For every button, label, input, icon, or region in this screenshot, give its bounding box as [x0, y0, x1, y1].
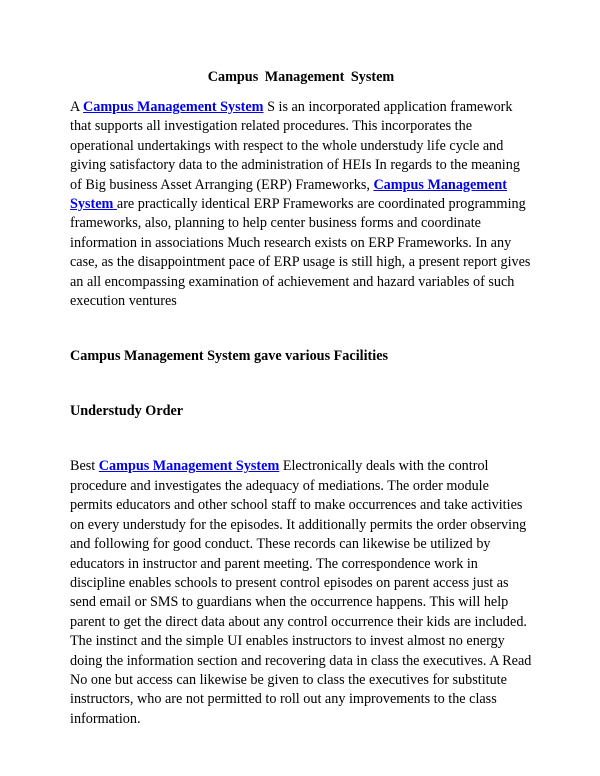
campus-management-link-3[interactable]: Campus Management System: [98, 458, 280, 475]
document-page: [70, 68, 532, 729]
campus-management-link[interactable]: Campus Management System: [83, 99, 264, 115]
intro-text-1: A: [70, 99, 84, 115]
order-text-1: Best: [70, 458, 99, 475]
document-title: Campus Management System: [207, 69, 395, 85]
intro-text-3: are practically identical ERP Frameworks are coordinated programming frameworks, also, planning to help center business forms and coordinate information in associations Much research exists on ERP Frameworks. In any case, as the disappointment pace of ERP usage is still high, a present report gives an all encompassing examination of achievement and hazard variables of such execution ventures: [70, 196, 531, 310]
order-text-2: Electronically deals with the control procedure and investigates the adequacy of mediations. The order module permits educators and other school staff to make occurrences and take activities on every understudy for the episodes. It additionally permits the order observing and following for good conduct. These records can likewise be utilized by educators in instructor and parent meeting. The correspondence work in discipline enables schools to present control episodes on parent access just as send email or SMS to guardians when the occurrence happens. This will help parent to get the direct data about any control occurrence their kids are included. The instinct and the simple UI enables instructors to invest almost no energy doing the information section and recovering data in class the executives. A Read No one but access can likewise be given to class the executives for substitute instructors, who are not permitted to roll out any improvements to the class information.: [70, 458, 532, 727]
order-paragraph: [70, 457, 532, 729]
intro-paragraph: [70, 98, 532, 311]
campus-management-link-2[interactable]: Campus Management System: [70, 176, 508, 213]
understudy-order-heading: Understudy Order: [70, 403, 184, 420]
intro-text-2: S is an incorporated application framework that supports all investigation related procedures. This incorporates the operational undertakings with respect to the whole understudy life cycle and giving satisfactory data to the administration of HEIs In regards to the meaning of Big business Asset Arranging (ERP) Frameworks,: [70, 99, 520, 193]
facilities-heading: Campus Management System gave various Facilities: [70, 348, 389, 365]
